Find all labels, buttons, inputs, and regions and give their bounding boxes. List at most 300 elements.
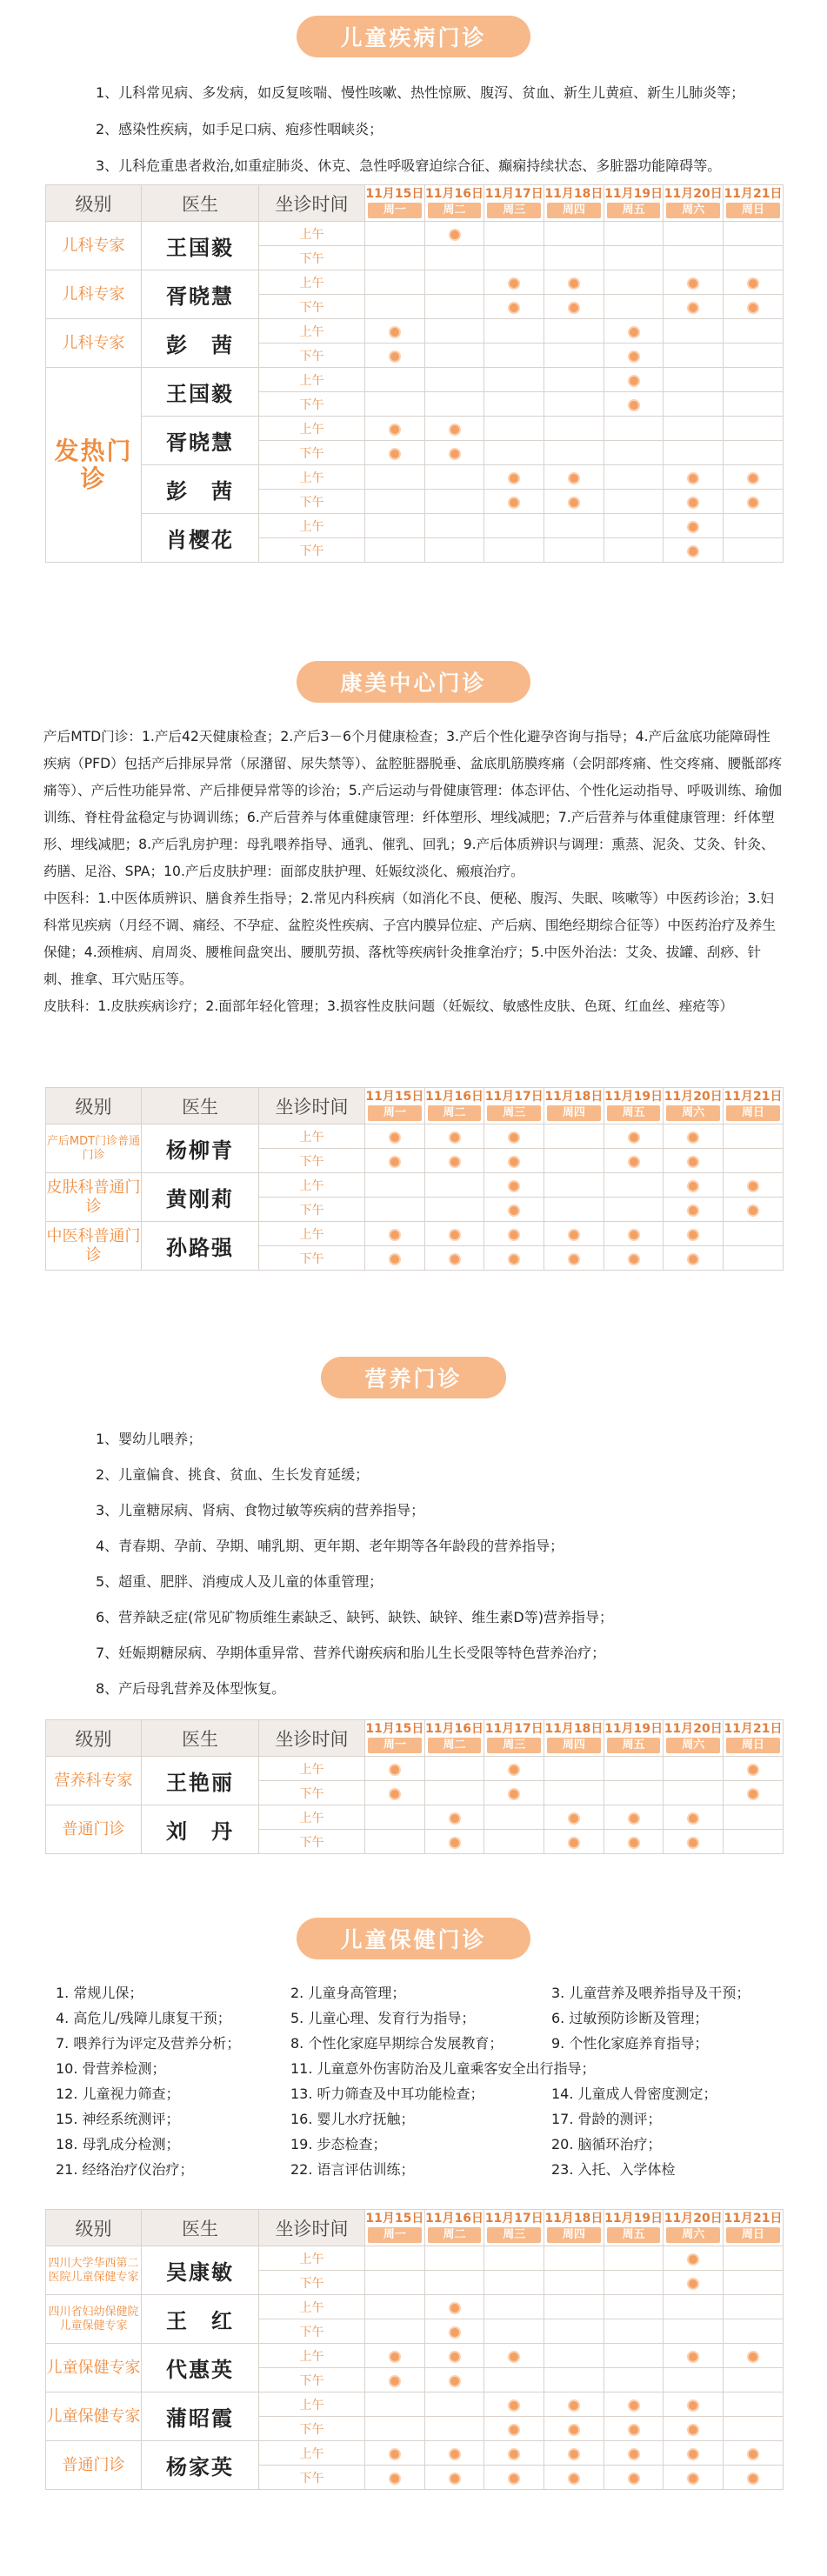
available-dot-icon bbox=[628, 2424, 640, 2436]
schedule-cell bbox=[724, 1781, 784, 1805]
available-dot-icon bbox=[747, 497, 759, 509]
level-header: 级别 bbox=[46, 2210, 142, 2246]
schedule-cell bbox=[365, 538, 425, 563]
schedule-row bbox=[46, 222, 784, 246]
schedule-cell bbox=[724, 222, 784, 246]
schedule-cell bbox=[724, 1757, 784, 1781]
doctor-name: 胥晓慧 bbox=[142, 417, 259, 465]
available-dot-icon bbox=[449, 2375, 461, 2387]
day-header bbox=[484, 2210, 544, 2246]
rehab-notes bbox=[0, 724, 827, 1020]
available-dot-icon bbox=[687, 1837, 699, 1849]
level-cell: 产后MDT门诊普通门诊 bbox=[46, 1124, 142, 1173]
schedule-cell bbox=[544, 441, 604, 465]
schedule-cell bbox=[604, 2392, 664, 2417]
schedule-cell bbox=[365, 295, 425, 319]
available-dot-icon bbox=[508, 2399, 520, 2412]
schedule-cell bbox=[724, 2368, 784, 2392]
day-date: 11月18日 bbox=[544, 1721, 604, 1736]
childcare-item: 16. 婴儿水疗抚触； bbox=[290, 2111, 415, 2127]
pediatrics-note: 2、感染性疾病，如手足口病、疱疹性咽峡炎； bbox=[96, 121, 383, 137]
day-weekday: 周日 bbox=[726, 2227, 780, 2243]
schedule-cell bbox=[424, 1805, 484, 1830]
schedule-row bbox=[46, 1173, 784, 1198]
schedule-cell bbox=[724, 2319, 784, 2344]
schedule-cell bbox=[604, 1149, 664, 1173]
childcare-title: 儿童保健门诊 bbox=[297, 1918, 530, 1959]
schedule-cell bbox=[365, 2392, 425, 2417]
schedule-cell bbox=[424, 1149, 484, 1173]
schedule-cell bbox=[664, 2295, 724, 2319]
available-dot-icon bbox=[389, 448, 401, 460]
available-dot-icon bbox=[687, 1180, 699, 1192]
available-dot-icon bbox=[687, 302, 699, 314]
available-dot-icon bbox=[568, 2399, 580, 2412]
schedule-cell bbox=[604, 1198, 664, 1222]
schedule-cell bbox=[365, 2271, 425, 2295]
schedule-cell bbox=[724, 2344, 784, 2368]
day-weekday: 周四 bbox=[547, 2227, 601, 2243]
day-date: 11月20日 bbox=[664, 186, 723, 201]
schedule-cell bbox=[604, 2466, 664, 2490]
schedule-cell bbox=[664, 1757, 724, 1781]
childcare-item: 10. 骨营养检测； bbox=[56, 2060, 166, 2077]
nutrition-note: 7、妊娠期糖尿病、孕期体重异常、营养代谢疾病和胎儿生长受限等特色营养治疗； bbox=[96, 1645, 606, 1661]
available-dot-icon bbox=[449, 1229, 461, 1241]
doctor-name: 孙路强 bbox=[142, 1222, 259, 1271]
schedule-cell bbox=[424, 344, 484, 368]
available-dot-icon bbox=[568, 1837, 580, 1849]
schedule-cell bbox=[484, 417, 544, 441]
childcare-item: 20. 脑循环治疗； bbox=[551, 2136, 662, 2152]
childcare-item: 19. 步态检查； bbox=[290, 2136, 387, 2152]
schedule-cell bbox=[424, 270, 484, 295]
available-dot-icon bbox=[568, 1253, 580, 1265]
doctor-name: 黄刚莉 bbox=[142, 1173, 259, 1222]
schedule-cell bbox=[365, 2295, 425, 2319]
schedule-cell bbox=[664, 1805, 724, 1830]
schedule-cell bbox=[424, 1124, 484, 1149]
day-weekday: 周二 bbox=[428, 1105, 482, 1121]
level-cell: 儿童保健专家 bbox=[46, 2392, 142, 2441]
schedule-cell bbox=[424, 538, 484, 563]
available-dot-icon bbox=[389, 2351, 401, 2363]
schedule-cell bbox=[664, 490, 724, 514]
day-weekday: 周四 bbox=[547, 1738, 601, 1753]
childcare-schedule-table bbox=[45, 2209, 784, 2490]
available-dot-icon bbox=[449, 1837, 461, 1849]
day-weekday: 周三 bbox=[487, 1738, 541, 1753]
available-dot-icon bbox=[389, 326, 401, 338]
available-dot-icon bbox=[687, 1812, 699, 1825]
childcare-item: 13. 听力筛查及中耳功能检查； bbox=[290, 2085, 484, 2102]
level-cell: 营养科专家 bbox=[46, 1757, 142, 1805]
pm-label: 下午 bbox=[259, 344, 365, 368]
available-dot-icon bbox=[449, 1812, 461, 1825]
available-dot-icon bbox=[389, 2473, 401, 2485]
schedule-cell bbox=[664, 2271, 724, 2295]
available-dot-icon bbox=[508, 472, 520, 484]
schedule-cell bbox=[424, 1173, 484, 1198]
day-date: 11月18日 bbox=[544, 1089, 604, 1104]
schedule-row bbox=[46, 368, 784, 392]
day-header bbox=[484, 185, 544, 222]
schedule-cell bbox=[544, 270, 604, 295]
day-weekday: 周一 bbox=[368, 2227, 422, 2243]
available-dot-icon bbox=[449, 2302, 461, 2314]
schedule-cell bbox=[544, 1198, 604, 1222]
doctor-name: 王国毅 bbox=[142, 368, 259, 417]
available-dot-icon bbox=[389, 2448, 401, 2460]
childcare-item bbox=[551, 2056, 804, 2081]
schedule-cell bbox=[724, 417, 784, 441]
schedule-cell bbox=[604, 1246, 664, 1271]
schedule-cell bbox=[664, 392, 724, 417]
childcare-item: 21. 经络治疗仪治疗； bbox=[56, 2161, 194, 2178]
schedule-cell bbox=[365, 344, 425, 368]
schedule-cell bbox=[604, 538, 664, 563]
day-weekday: 周六 bbox=[666, 203, 720, 218]
schedule-cell bbox=[544, 2271, 604, 2295]
day-weekday: 周一 bbox=[368, 1105, 422, 1121]
schedule-cell bbox=[365, 465, 425, 490]
schedule-cell bbox=[365, 1173, 425, 1198]
available-dot-icon bbox=[449, 1253, 461, 1265]
day-weekday: 周三 bbox=[487, 1105, 541, 1121]
available-dot-icon bbox=[628, 326, 640, 338]
available-dot-icon bbox=[389, 1788, 401, 1800]
schedule-cell bbox=[604, 368, 664, 392]
schedule-cell bbox=[664, 465, 724, 490]
schedule-cell bbox=[604, 2417, 664, 2441]
am-label: 上午 bbox=[259, 2295, 365, 2319]
am-label: 上午 bbox=[259, 2344, 365, 2368]
schedule-cell bbox=[484, 1830, 544, 1854]
available-dot-icon bbox=[568, 2473, 580, 2485]
schedule-cell bbox=[664, 1781, 724, 1805]
doctor-name: 肖樱花 bbox=[142, 514, 259, 563]
day-header bbox=[484, 1720, 544, 1757]
schedule-cell bbox=[544, 2319, 604, 2344]
schedule-cell bbox=[724, 1830, 784, 1854]
schedule-cell bbox=[424, 2246, 484, 2271]
day-date: 11月17日 bbox=[484, 1721, 544, 1736]
level-cell: 发热门诊 bbox=[46, 368, 142, 563]
available-dot-icon bbox=[449, 2473, 461, 2485]
day-header bbox=[424, 1720, 484, 1757]
schedule-cell bbox=[664, 538, 724, 563]
schedule-cell bbox=[544, 417, 604, 441]
childcare-item: 12. 儿童视力筛查； bbox=[56, 2085, 180, 2102]
schedule-cell bbox=[604, 392, 664, 417]
schedule-cell bbox=[544, 2246, 604, 2271]
schedule-cell bbox=[664, 2319, 724, 2344]
pm-label: 下午 bbox=[259, 295, 365, 319]
schedule-cell bbox=[484, 490, 544, 514]
schedule-cell bbox=[484, 2368, 544, 2392]
schedule-cell bbox=[604, 1124, 664, 1149]
doctor-name: 杨柳青 bbox=[142, 1124, 259, 1173]
schedule-cell bbox=[365, 1805, 425, 1830]
available-dot-icon bbox=[508, 1180, 520, 1192]
schedule-row bbox=[46, 514, 784, 538]
schedule-cell bbox=[544, 490, 604, 514]
pm-label: 下午 bbox=[259, 1149, 365, 1173]
schedule-row bbox=[46, 2392, 784, 2417]
day-date: 11月15日 bbox=[365, 1089, 424, 1104]
childcare-item: 22. 语言评估训练； bbox=[290, 2161, 415, 2178]
schedule-cell bbox=[424, 1781, 484, 1805]
schedule-cell bbox=[604, 2441, 664, 2466]
available-dot-icon bbox=[687, 497, 699, 509]
schedule-cell bbox=[604, 490, 664, 514]
rehab-title: 康美中心门诊 bbox=[297, 661, 530, 703]
schedule-cell bbox=[484, 2271, 544, 2295]
available-dot-icon bbox=[747, 302, 759, 314]
am-label: 上午 bbox=[259, 2392, 365, 2417]
schedule-cell bbox=[424, 295, 484, 319]
schedule-cell bbox=[365, 2344, 425, 2368]
doctor-name: 吴康敏 bbox=[142, 2246, 259, 2295]
level-cell: 儿科专家 bbox=[46, 319, 142, 368]
schedule-cell bbox=[724, 1124, 784, 1149]
schedule-cell bbox=[484, 1124, 544, 1149]
schedule-cell bbox=[424, 319, 484, 344]
schedule-cell bbox=[664, 2466, 724, 2490]
available-dot-icon bbox=[508, 1156, 520, 1168]
available-dot-icon bbox=[628, 1156, 640, 1168]
available-dot-icon bbox=[687, 2399, 699, 2412]
day-date: 11月21日 bbox=[724, 1721, 783, 1736]
nutrition-note: 5、超重、肥胖、消瘦成人及儿童的体重管理； bbox=[96, 1573, 383, 1590]
available-dot-icon bbox=[747, 472, 759, 484]
schedule-cell bbox=[544, 538, 604, 563]
schedule-cell bbox=[484, 270, 544, 295]
available-dot-icon bbox=[508, 2351, 520, 2363]
day-header bbox=[544, 2210, 604, 2246]
schedule-cell bbox=[604, 270, 664, 295]
day-date: 11月20日 bbox=[664, 1089, 723, 1104]
schedule-cell bbox=[484, 2319, 544, 2344]
schedule-cell bbox=[604, 417, 664, 441]
available-dot-icon bbox=[389, 1764, 401, 1776]
day-date: 11月20日 bbox=[664, 2211, 723, 2226]
schedule-cell bbox=[544, 2392, 604, 2417]
schedule-cell bbox=[724, 465, 784, 490]
day-header bbox=[544, 1088, 604, 1124]
pm-label: 下午 bbox=[259, 2368, 365, 2392]
schedule-cell bbox=[484, 441, 544, 465]
schedule-cell bbox=[724, 2246, 784, 2271]
schedule-cell bbox=[664, 417, 724, 441]
available-dot-icon bbox=[628, 1229, 640, 1241]
day-header bbox=[424, 1088, 484, 1124]
available-dot-icon bbox=[628, 399, 640, 411]
schedule-cell bbox=[484, 392, 544, 417]
day-header bbox=[365, 2210, 425, 2246]
schedule-cell bbox=[484, 2344, 544, 2368]
schedule-cell bbox=[664, 295, 724, 319]
available-dot-icon bbox=[568, 1812, 580, 1825]
pediatrics-schedule-table bbox=[45, 184, 784, 563]
schedule-cell bbox=[365, 392, 425, 417]
pediatrics-note: 3、儿科危重患者救治,如重症肺炎、休克、急性呼吸窘迫综合征、癫痫持续状态、多脏器功能障碍等。 bbox=[96, 157, 722, 174]
available-dot-icon bbox=[508, 1229, 520, 1241]
schedule-cell bbox=[724, 344, 784, 368]
schedule-cell bbox=[365, 490, 425, 514]
schedule-cell bbox=[664, 514, 724, 538]
level-cell: 儿科专家 bbox=[46, 222, 142, 270]
schedule-row bbox=[46, 319, 784, 344]
available-dot-icon bbox=[568, 2448, 580, 2460]
available-dot-icon bbox=[747, 1764, 759, 1776]
schedule-cell bbox=[544, 246, 604, 270]
available-dot-icon bbox=[687, 2278, 699, 2290]
level-cell: 普通门诊 bbox=[46, 2441, 142, 2490]
childcare-item: 2. 儿童身高管理； bbox=[290, 1985, 406, 2001]
am-label: 上午 bbox=[259, 417, 365, 441]
schedule-cell bbox=[484, 1222, 544, 1246]
schedule-cell bbox=[484, 2417, 544, 2441]
schedule-cell bbox=[544, 1830, 604, 1854]
doctor-header: 医生 bbox=[142, 1720, 259, 1757]
day-header bbox=[365, 1720, 425, 1757]
schedule-cell bbox=[544, 1757, 604, 1781]
day-date: 11月17日 bbox=[484, 2211, 544, 2226]
level-header: 级别 bbox=[46, 1088, 142, 1124]
childcare-item: 7. 喂养行为评定及营养分析； bbox=[56, 2035, 241, 2052]
day-date: 11月19日 bbox=[604, 186, 664, 201]
day-date: 11月16日 bbox=[425, 186, 484, 201]
level-cell: 儿童保健专家 bbox=[46, 2344, 142, 2392]
doctor-name: 王 红 bbox=[142, 2295, 259, 2344]
schedule-cell bbox=[484, 2466, 544, 2490]
schedule-cell bbox=[484, 2441, 544, 2466]
childcare-item: 9. 个性化家庭养育指导； bbox=[551, 2035, 709, 2052]
childcare-section bbox=[0, 1918, 827, 2182]
schedule-cell bbox=[604, 295, 664, 319]
available-dot-icon bbox=[449, 448, 461, 460]
doctor-header: 医生 bbox=[142, 185, 259, 222]
schedule-row bbox=[46, 2246, 784, 2271]
schedule-cell bbox=[604, 1757, 664, 1781]
available-dot-icon bbox=[687, 1156, 699, 1168]
rehab-section bbox=[0, 661, 827, 1020]
day-header bbox=[604, 2210, 664, 2246]
schedule-cell bbox=[484, 1149, 544, 1173]
pediatrics-title: 儿童疾病门诊 bbox=[297, 16, 530, 57]
level-cell: 普通门诊 bbox=[46, 1805, 142, 1854]
am-label: 上午 bbox=[259, 2441, 365, 2466]
day-header bbox=[365, 1088, 425, 1124]
day-weekday: 周六 bbox=[666, 2227, 720, 2243]
schedule-cell bbox=[365, 2466, 425, 2490]
schedule-cell bbox=[664, 1830, 724, 1854]
day-date: 11月21日 bbox=[724, 1089, 783, 1104]
available-dot-icon bbox=[449, 1156, 461, 1168]
day-header bbox=[604, 1720, 664, 1757]
available-dot-icon bbox=[508, 1205, 520, 1217]
level-cell: 四川省妇幼保健院儿童保健专家 bbox=[46, 2295, 142, 2344]
nutrition-note: 8、产后母乳营养及体型恢复。 bbox=[96, 1680, 286, 1697]
available-dot-icon bbox=[687, 1131, 699, 1144]
day-header bbox=[724, 2210, 784, 2246]
childcare-item: 18. 母乳成分检测； bbox=[56, 2136, 180, 2152]
schedule-cell bbox=[604, 1781, 664, 1805]
schedule-cell bbox=[544, 2344, 604, 2368]
available-dot-icon bbox=[389, 1253, 401, 1265]
childcare-item: 23. 入托、入学体检 bbox=[551, 2161, 676, 2178]
schedule-cell bbox=[664, 222, 724, 246]
schedule-cell bbox=[544, 1173, 604, 1198]
am-label: 上午 bbox=[259, 1124, 365, 1149]
schedule-cell bbox=[604, 344, 664, 368]
available-dot-icon bbox=[389, 350, 401, 363]
available-dot-icon bbox=[508, 497, 520, 509]
day-weekday: 周三 bbox=[487, 203, 541, 218]
day-header bbox=[544, 185, 604, 222]
schedule-cell bbox=[365, 246, 425, 270]
schedule-cell bbox=[365, 368, 425, 392]
schedule-cell bbox=[664, 368, 724, 392]
childcare-item: 1. 常规儿保； bbox=[56, 1985, 143, 2001]
schedule-cell bbox=[365, 417, 425, 441]
schedule-cell bbox=[424, 2466, 484, 2490]
available-dot-icon bbox=[687, 277, 699, 290]
schedule-cell bbox=[724, 295, 784, 319]
day-weekday: 周二 bbox=[428, 203, 482, 218]
available-dot-icon bbox=[628, 1131, 640, 1144]
available-dot-icon bbox=[449, 229, 461, 241]
schedule-cell bbox=[424, 2441, 484, 2466]
schedule-row bbox=[46, 2295, 784, 2319]
day-weekday: 周三 bbox=[487, 2227, 541, 2243]
schedule-cell bbox=[664, 2368, 724, 2392]
day-date: 11月20日 bbox=[664, 1721, 723, 1736]
available-dot-icon bbox=[508, 1788, 520, 1800]
schedule-cell bbox=[484, 319, 544, 344]
available-dot-icon bbox=[747, 1788, 759, 1800]
schedule-row bbox=[46, 1222, 784, 1246]
schedule-cell bbox=[424, 441, 484, 465]
day-weekday: 周五 bbox=[607, 1105, 661, 1121]
day-weekday: 周日 bbox=[726, 203, 780, 218]
schedule-cell bbox=[544, 465, 604, 490]
available-dot-icon bbox=[389, 1156, 401, 1168]
day-date: 11月17日 bbox=[484, 186, 544, 201]
am-label: 上午 bbox=[259, 222, 365, 246]
day-weekday: 周六 bbox=[666, 1105, 720, 1121]
schedule-cell bbox=[604, 2295, 664, 2319]
schedule-cell bbox=[544, 392, 604, 417]
pm-label: 下午 bbox=[259, 490, 365, 514]
schedule-cell bbox=[724, 1805, 784, 1830]
schedule-cell bbox=[424, 1222, 484, 1246]
schedule-cell bbox=[604, 441, 664, 465]
schedule-cell bbox=[664, 1222, 724, 1246]
nutrition-note: 4、青春期、孕前、孕期、哺乳期、更年期、老年期等各年龄段的营养指导； bbox=[96, 1538, 564, 1554]
am-label: 上午 bbox=[259, 465, 365, 490]
schedule-row bbox=[46, 465, 784, 490]
schedule-cell bbox=[365, 2417, 425, 2441]
schedule-row bbox=[46, 2441, 784, 2466]
doctor-header: 医生 bbox=[142, 2210, 259, 2246]
schedule-cell bbox=[664, 2441, 724, 2466]
available-dot-icon bbox=[568, 472, 580, 484]
schedule-row bbox=[46, 2344, 784, 2368]
day-weekday: 周二 bbox=[428, 1738, 482, 1753]
day-weekday: 周六 bbox=[666, 1738, 720, 1753]
